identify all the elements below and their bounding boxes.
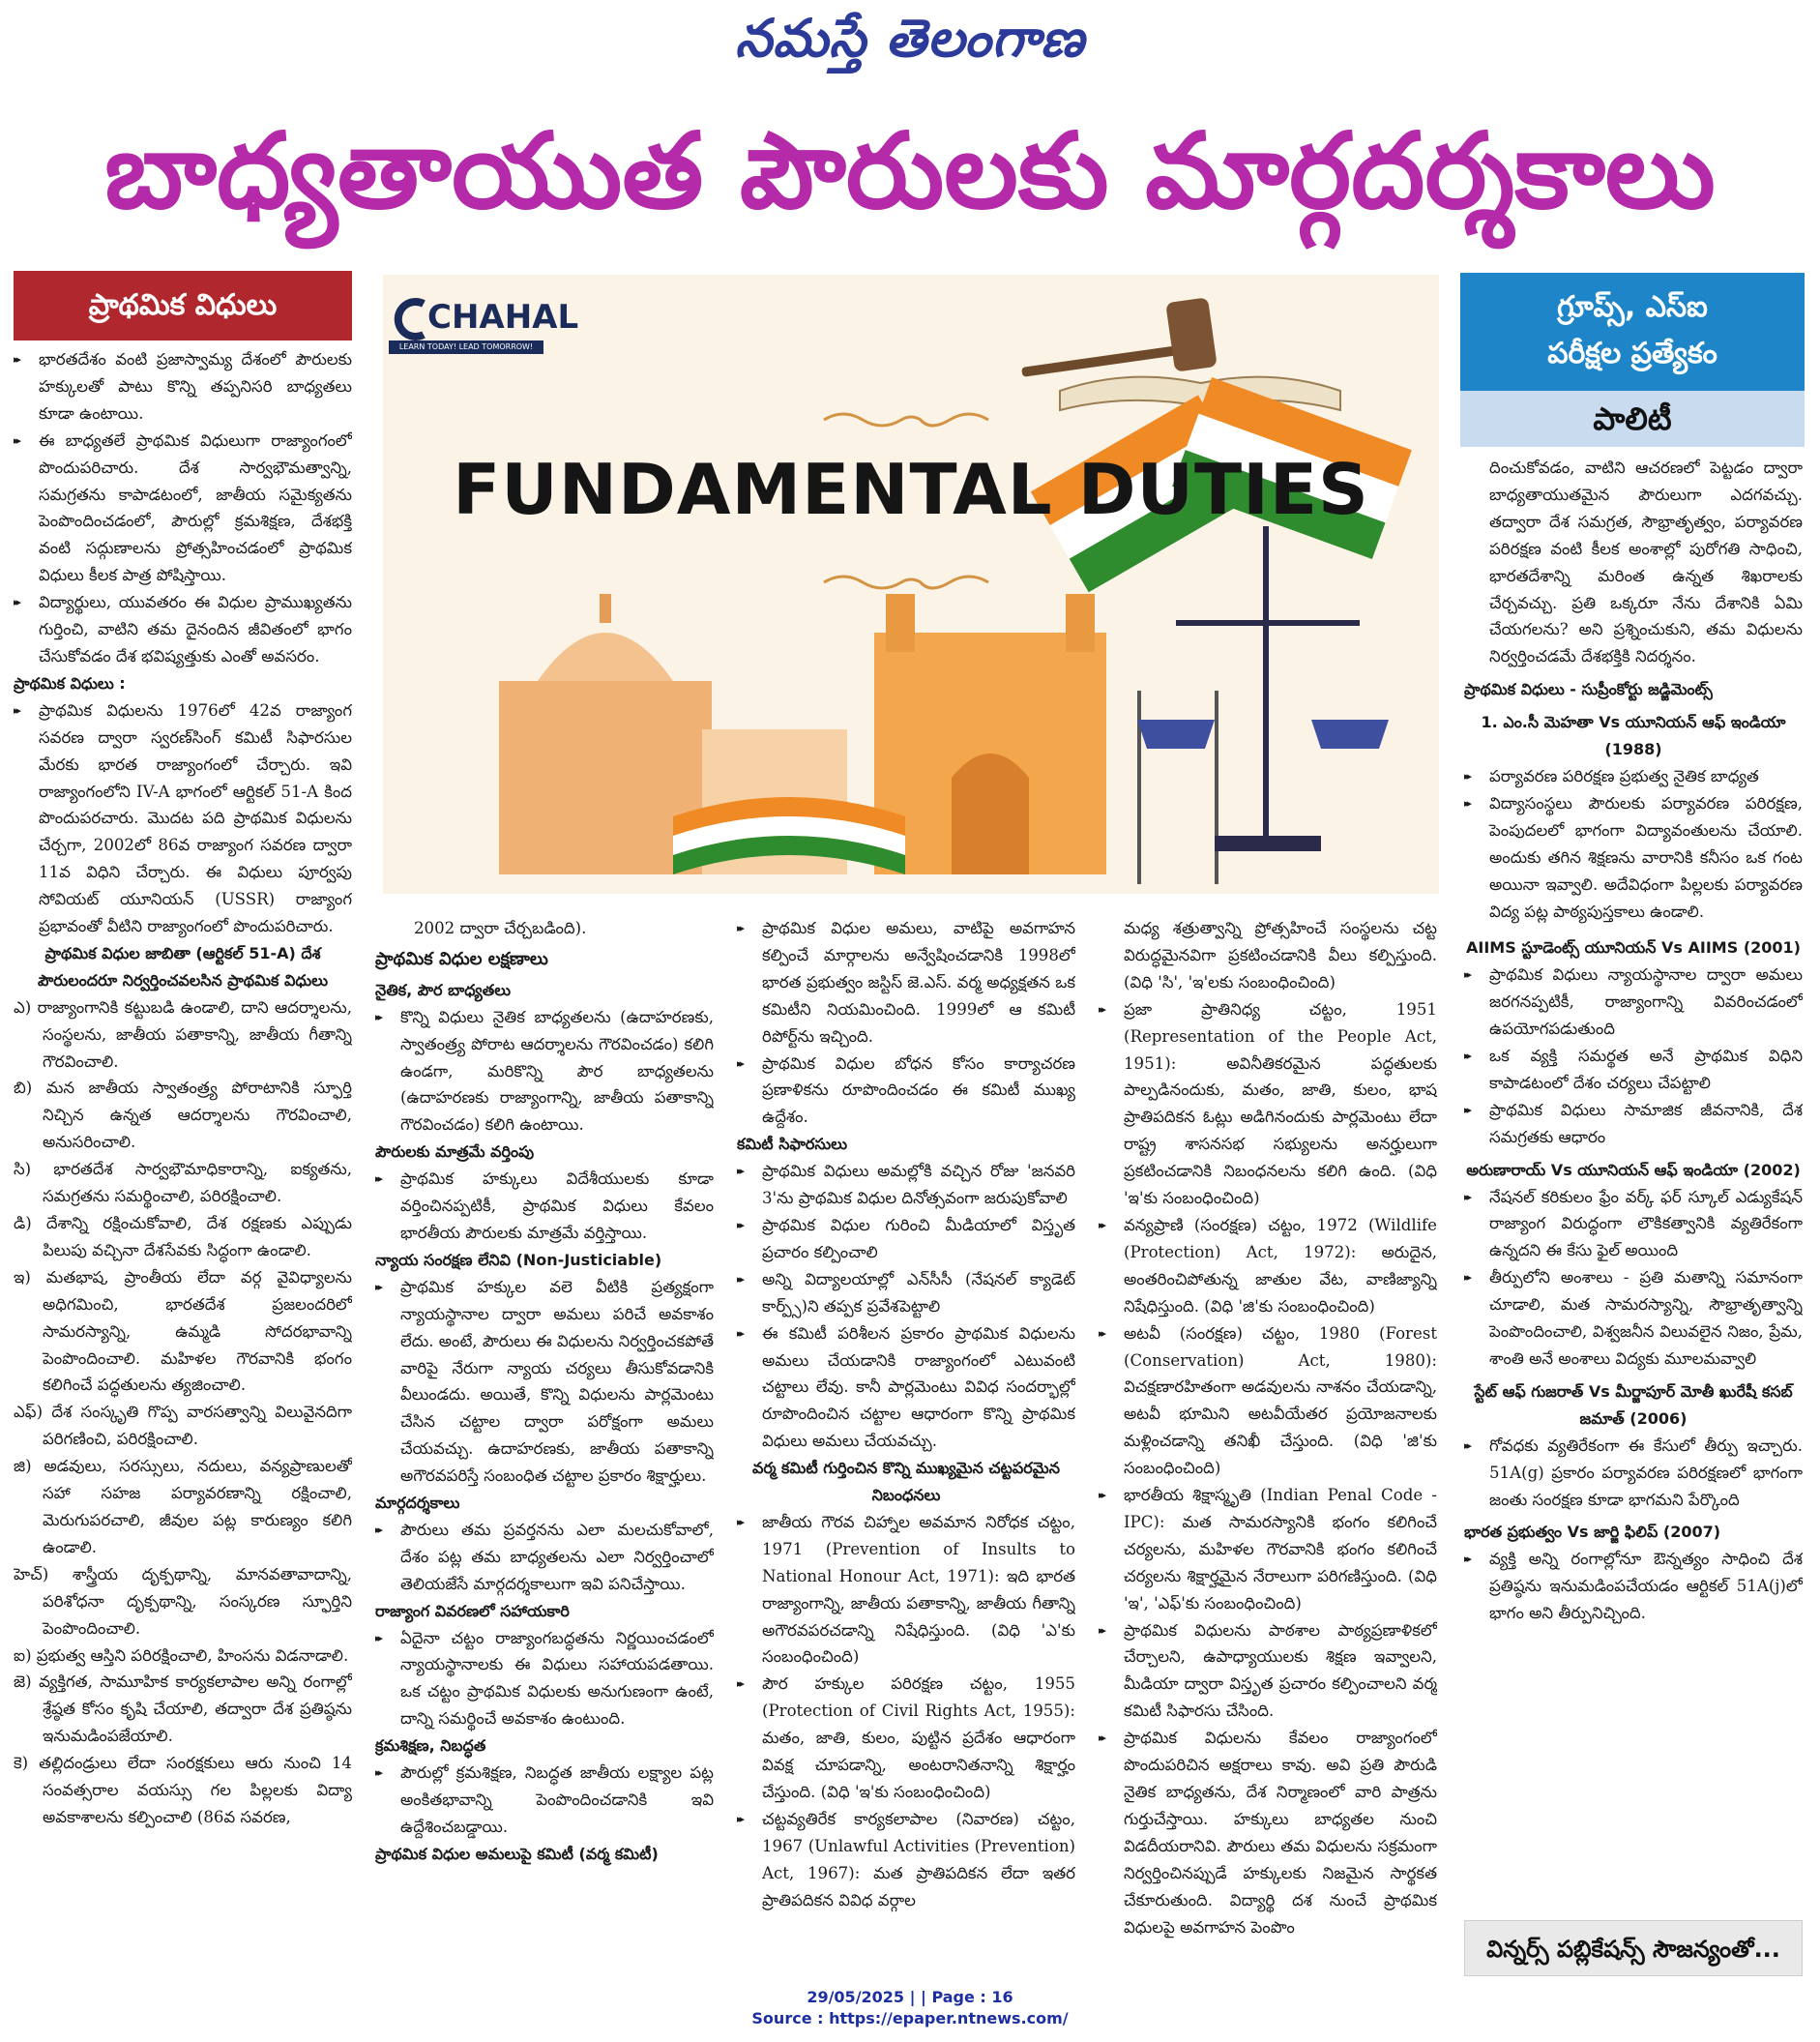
paragraph: ▸▸ ఈ బాధ్యతలే ప్రాథమిక విధులుగా రాజ్యాంగంలో పొందుపరిచారు. దేశ సార్వభౌమత్వాన్ని, సమగ్రతను కాపాడటంలో, జాతీయ సమైక్యతను పెంపొందించడంలో, పౌరుల్లో క్రమశిక్షణ, దేశభక్తి వంటి సద్గుణాలను ప్రోత్సహించడంలో ప్రాథమిక విధులు కీలక పాత్ర పోషిస్తాయి. bbox=[14, 428, 352, 589]
paragraph: ▸▸ ఒక వ్యక్తి సమర్థత అనే ప్రాథమిక విధిని కాపాడటంలో దేశం చర్యలు చేపట్టాలి bbox=[1464, 1043, 1803, 1097]
paragraph: ▸▸ ప్రాథమిక విధుల బోధన కోసం కార్యాచరణ ప్రణాళికను రూపొందించడం ఈ కమిటీ ముఖ్య ఉద్దేశం. bbox=[737, 1051, 1075, 1132]
article-column-5 bbox=[1464, 455, 1803, 1911]
paragraph: ▸▸ ఈ కమిటీ పరిశీలన ప్రకారం ప్రాథమిక విధులను అమలు చేయడానికి రాజ్యాంగంలో ఎటువంటి చట్టాలు లేవు. కానీ పార్లమెంటు వివిధ సందర్భాల్లో రూపొందించిన చట్టాల ఆధారంగా కొన్ని ప్రాథమిక విధులు అమలు చేయవచ్చు. bbox=[737, 1320, 1075, 1456]
paragraph: ▸▸ చట్టవ్యతిరేక కార్యకలాపాల (నివారణ) చట్టం, 1967 (Unlawful Activities (Prevention) Act, 1967): మత ప్రాతిపదికన లేదా ఇతర ప్రాతిపదికన వివిధ వర్గాల bbox=[737, 1806, 1075, 1914]
list-item: డి) దేశాన్ని రక్షించుకోవాలి, దేశ రక్షణకు ఎప్పుడు పిలుపు వచ్చినా దేశసేవకు సిద్ధంగా ఉండాలి. bbox=[14, 1214, 352, 1259]
list-item: జె) వ్యక్తిగత, సామూహిక కార్యకలాపాల అన్ని రంగాల్లో శ్రేష్ఠత కోసం కృషి చేయాలి, తద్వారా దేశ ప్రతిష్ఠను ఇనుమడింపజేయాలి. bbox=[14, 1672, 352, 1746]
paragraph: ▸▸ ప్రాథమిక విధులను కేవలం రాజ్యాంగంలో పొందుపరిచిన అక్షరాలు కావు. అవి ప్రతి పౌరుడి నైతిక బాధ్యతను, దేశ నిర్మాణంలో వారి పాత్రను గుర్తుచేస్తాయి. హక్కులు బాధ్యతల నుంచి విడదీయరానివి. పౌరులు తమ విధులను సక్రమంగా నిర్వర్తించినప్పుడే హక్కులకు నిజమైన సార్థకత చేకూరుతుంది. విద్యార్థి దశ నుంచే ప్రాథమిక విధులపై అవగాహన పెంపొం bbox=[1099, 1725, 1437, 1940]
case-title: అరుణారాయ్ Vs యూనియన్ ఆఫ్ ఇండియా (2002) bbox=[1466, 1160, 1801, 1179]
hero-title: FUNDAMENTAL DUTIES bbox=[453, 449, 1369, 530]
paragraph: ▸▸ వన్యప్రాణి (సంరక్షణ) చట్టం, 1972 (Wildlife (Protection) Act, 1972): అరుదైన, అంతరించిపోతున్న జాతుల వేట, వాణిజ్యాన్ని నిషేధిస్తుంది. (విధి 'జి'కు సంబంధించింది) bbox=[1099, 1212, 1437, 1320]
subheading: ప్రాథమిక విధులు - సుప్రీంకోర్టు జడ్జిమెంట్స్ bbox=[1464, 680, 1713, 699]
case-title: 1. ఎం.సీ మెహతా Vs యూనియన్ ఆఫ్ ఇండియా (1988) bbox=[1481, 713, 1786, 759]
logo-text: CHAHAL bbox=[427, 298, 579, 337]
paragraph: ▸▸ ప్రజా ప్రాతినిధ్య చట్టం, 1951 (Representation of the People Act, 1951): అవినీతికరమైన పద్ధతులకు పాల్పడినందుకు, మతం, జాతి, కులం, భాష ప్రాతిపదికన ఓట్లు అడిగినందుకు పార్లమెంటు లేదా రాష్ట్ర శాసనసభ సభ్యులను అనర్హులుగా ప్రకటించడానికి నిబంధనలను కలిగి ఉంది. (విధి 'ఇ'కు సంబంధించింది) bbox=[1099, 996, 1437, 1212]
subheading: ప్రాథమిక విధుల లక్షణాలు bbox=[375, 948, 548, 969]
subheading: మార్గదర్శకాలు bbox=[375, 1494, 460, 1513]
paragraph: 2002 ద్వారా చేర్చబడింది). bbox=[414, 919, 587, 937]
subheading: క్రమశిక్షణ, నిబద్ధత bbox=[375, 1736, 486, 1756]
list-item: హెచ్) శాస్త్రీయ దృక్పథాన్ని, మానవతావాదాన్ని, పరిశోధనా దృక్పథాన్ని, సంస్కరణ స్ఫూర్తిని పెంపొందించాలి. bbox=[14, 1564, 352, 1638]
subheading: ప్రాథమిక విధులు : bbox=[14, 673, 126, 693]
paragraph: ▸▸ విద్యార్థులు, యువతరం ఈ విధుల ప్రాముఖ్యతను గుర్తించి, వాటిని తమ దైనందిన జీవితంలో భాగం చేసుకోవడం దేశ భవిష్యత్తుకు ఎంతో అవసరం. bbox=[14, 589, 352, 670]
paragraph: ▸▸ ప్రాథమిక హక్కులు విదేశీయులకు కూడా వర్తించినప్పటికీ, ప్రాథమిక విధులు కేవలం భారతీయ పౌరులకు మాత్రమే వర్తిస్తాయి. bbox=[375, 1166, 714, 1247]
courtesy-note: విన్నర్స్ పబ్లికేషన్స్ సౌజన్యంతో... bbox=[1464, 1920, 1803, 1976]
section-banner-right bbox=[1460, 273, 1805, 391]
paragraph: ▸▸ వ్యక్తి అన్ని రంగాల్లోనూ ఔన్నత్యం సాధించి దేశ ప్రతిష్ఠను ఇనుమడింపచేయడం ఆర్టికల్ 51A(j)లో భాగం అని తీర్పునిచ్చింది. bbox=[1464, 1546, 1803, 1627]
page-footer bbox=[0, 1987, 1820, 2029]
paragraph: ▸▸ ప్రాథమిక విధులు న్యాయస్థానాల ద్వారా అమలు జరగనప్పటికీ, రాజ్యాంగాన్ని వివరించడంలో ఉపయోగపడుతుంది bbox=[1464, 962, 1803, 1043]
paragraph: ▸▸ జాతీయ గౌరవ చిహ్నాల అవమాన నిరోధక చట్టం, 1971 (Prevention of Insults to National Honour Act, 1971): ఇది భారత రాజ్యాంగాన్ని, జాతీయ పతాకాన్ని, జాతీయ గీతాన్ని అగౌరవపరచడాన్ని నిషేధిస్తుంది. (విధి 'ఎ'కు సంబంధించింది) bbox=[737, 1509, 1075, 1671]
paragraph: ▸▸ కొన్ని విధులు నైతిక బాధ్యతలను (ఉదాహరణకు, స్వాతంత్ర్య పోరాట ఆదర్శాలను గౌరవించడం) కలిగి ఉండగా, మరికొన్ని పౌర బాధ్యతలను (ఉదాహరణకు రాజ్యాంగాన్ని, జాతీయ పతాకాన్ని గౌరవించడం) కలిగి ఉంటాయి. bbox=[375, 1004, 714, 1139]
list-item: బి) మన జాతీయ స్వాతంత్ర్య పోరాటానికి స్ఫూర్తి నిచ్చిన ఉన్నత ఆదర్శాలను గౌరవించాలి, అనుసరించాలి. bbox=[14, 1079, 352, 1152]
subheading: నైతిక, పౌర బాధ్యతలు bbox=[375, 980, 512, 999]
case-title: స్టేట్ ఆఫ్ గుజరాత్ Vs మీర్జాపూర్ మోతీ ఖురేషీ కసబ్ జమాత్ (2006) bbox=[1474, 1381, 1793, 1428]
list-item: ఎ) రాజ్యాంగానికి కట్టుబడి ఉండాలి, దాని ఆదర్శాలను, సంస్థలను, జాతీయ పతాకాన్ని, జాతీయ గీతాన్ని గౌరవించాలి. bbox=[14, 997, 352, 1071]
page-headline: బాధ్యతాయుత పౌరులకు మార్గదర్శకాలు bbox=[104, 111, 1716, 232]
paragraph: ▸▸ పర్యావరణ పరిరక్షణ ప్రభుత్వ నైతిక బాధ్యత bbox=[1464, 763, 1803, 790]
paragraph: ▸▸ పౌరులు తమ ప్రవర్తనను ఎలా మలచుకోవాలో, దేశం పట్ల తమ బాధ్యతలను ఎలా నిర్వర్తించాలో తెలియజేసే మార్గదర్శకాలుగా ఇవి పనిచేస్తాయి. bbox=[375, 1517, 714, 1598]
subheading: ప్రాథమిక విధుల అమలుపై కమిటీ (వర్మ కమిటీ) bbox=[375, 1844, 659, 1863]
source-link[interactable]: Source : https://epaper.ntnews.com/ bbox=[751, 2009, 1069, 2027]
paragraph: ▸▸ గోవధకు వ్యతిరేకంగా ఈ కేసులో తీర్పు ఇచ్చారు. 51A(g) ప్రకారం పర్యావరణ పరిరక్షణలో భాగంగా జంతు సంరక్షణ కూడా భాగమని పేర్కొంది bbox=[1464, 1433, 1803, 1514]
banner-line-1: గ్రూప్స్, ఎస్ఐ bbox=[1557, 290, 1708, 324]
subject-label: పాలిటీ bbox=[1460, 391, 1805, 447]
subheading: పౌరులకు మాత్రమే వర్తింపు bbox=[375, 1142, 535, 1162]
subheading: ప్రాథమిక విధుల జాబితా (ఆర్టికల్ 51-A) దేశ పౌరులందరూ నిర్వర్తించవలసిన ప్రాథమిక విధులు bbox=[37, 943, 329, 990]
paragraph: ▸▸ ప్రాథమిక విధుల గురించి మీడియాలో విస్తృత ప్రచారం కల్పించాలి bbox=[737, 1212, 1075, 1266]
subheading: రాజ్యాంగ వివరణలో సహాయకారి bbox=[375, 1601, 570, 1620]
paragraph: ▸▸ ప్రాథమిక విధుల అమలు, వాటిపై అవగాహన కల్పించే మార్గాలను అన్వేషించడానికి 1998లో భారత ప్రభుత్వం జస్టిస్ జె.ఎస్. వర్మ అధ్యక్షతన ఒక కమిటీని నియమించింది. 1999లో ఆ కమిటీ రిపోర్ట్‌ను ఇచ్చింది. bbox=[737, 915, 1075, 1051]
case-title: AIIMS స్టూడెంట్స్ యూనియన్ Vs AIIMS (2001) bbox=[1466, 938, 1801, 958]
banner-line-2: పరీక్షల ప్రత్యేకం bbox=[1547, 337, 1717, 370]
list-item: జి) అడవులు, సరస్సులు, నదులు, వన్యప్రాణులతో సహా సహజ పర్యావరణాన్ని రక్షించాలి, మెరుగుపరచాలి, జీవుల పట్ల కారుణ్యం కలిగి ఉండాలి. bbox=[14, 1457, 352, 1556]
case-title: భారత ప్రభుత్వం Vs జార్జి ఫిలిప్ (2007) bbox=[1464, 1523, 1721, 1542]
date-page: 29/05/2025 | | Page : 16 bbox=[807, 1988, 1013, 2006]
masthead: నమస్తే తెలంగాణ bbox=[735, 8, 1085, 69]
subheading: న్యాయ సంరక్షణ లేనివి (Non-Justiciable) bbox=[375, 1250, 662, 1269]
list-item: కె) తల్లిదండ్రులు లేదా సంరక్షకులు ఆరు నుంచి 14 సంవత్సరాల వయస్సు గల పిల్లలకు విద్యా అవకాశాలను కల్పించాలి (86వ సవరణ, bbox=[14, 1754, 352, 1826]
article-column-4 bbox=[1099, 915, 1437, 1981]
paragraph: మధ్య శత్రుత్వాన్ని ప్రోత్సహించే సంస్థలను చట్ట విరుద్ధమైనవిగా ప్రకటించడానికి వీలు కల్పిస్తుంది. (విధి 'సి', 'ఇ'లకు సంబంధించింది) bbox=[1124, 919, 1437, 991]
paragraph: ▸▸ పౌర హక్కుల పరిరక్షణ చట్టం, 1955 (Protection of Civil Rights Act, 1955): మతం, జాతి, కులం, పుట్టిన ప్రదేశం ఆధారంగా వివక్ష చూపడాన్ని, అంటరానితనాన్ని శిక్షార్హం చేస్తుంది. (విధి 'ఇ'కు సంబంధించింది) bbox=[737, 1671, 1075, 1806]
paragraph: దించుకోవడం, వాటిని ఆచరణలో పెట్టడం ద్వారా బాధ్యతాయుతమైన పౌరులుగా ఎదగవచ్చు. తద్వారా దేశ సమగ్రత, సౌభ్రాతృత్వం, పర్యావరణ పరిరక్షణ వంటి కీలక అంశాల్లో పురోగతి సాధించి, భారతదేశాన్ని మరింత ఉన్నత శిఖరాలకు చేర్చవచ్చు. ప్రతి ఒక్కరూ నేను దేశానికి ఏమి చేయగలను? అని ప్రశ్నించుకుని, తమ విధులను నిర్వర్తించడమే దేశభక్తికి నిదర్శనం. bbox=[1489, 459, 1803, 666]
paragraph: ▸▸ నేషనల్ కరికులం ఫ్రేం వర్క్ ఫర్ స్కూల్ ఎడ్యుకేషన్ రాజ్యాంగ విరుద్ధంగా లౌకికత్వానికి వ్యతిరేకంగా ఉన్నదని ఈ కేసు ఫైల్ అయింది bbox=[1464, 1184, 1803, 1265]
hero-illustration bbox=[383, 275, 1439, 894]
article-column-1 bbox=[14, 346, 352, 1981]
paragraph: ▸▸ పౌరుల్లో క్రమశిక్షణ, నిబద్ధత జాతీయ లక్ష్యాల పట్ల అంకితభావాన్ని పెంపొందించడానికి ఇవి ఉద్దేశించబడ్డాయి. bbox=[375, 1760, 714, 1841]
article-column-3 bbox=[737, 915, 1075, 1981]
paragraph: ▸▸ అటవీ (సంరక్షణ) చట్టం, 1980 (Forest (Conservation) Act, 1980): విచక్షణారహితంగా అడవులను నాశనం చేయడాన్ని, అటవీ భూమిని అటవీయేతర ప్రయోజనాలకు మళ్లించడాన్ని తనిఖీ చేస్తుంది. (విధి 'జి'కు సంబంధించింది) bbox=[1099, 1320, 1437, 1482]
paragraph: ▸▸ ప్రాథమిక విధులు అమల్లోకి వచ్చిన రోజు 'జనవరి 3'ను ప్రాథమిక విధుల దినోత్సవంగా జరుపుకోవాలి bbox=[737, 1158, 1075, 1212]
section-banner-left: ప్రాథమిక విధులు bbox=[14, 271, 352, 340]
paragraph: ▸▸ ప్రాథమిక విధులను పాఠశాల పాఠ్యప్రణాళికలో చేర్చాలని, ఉపాధ్యాయులకు శిక్షణ ఇవ్వాలని, మీడియా ద్వారా విస్తృత ప్రచారం కల్పించాలని వర్మ కమిటీ సిఫారసు చేసింది. bbox=[1099, 1617, 1437, 1726]
paragraph: ▸▸ ప్రాథమిక హక్కుల వలె వీటికి ప్రత్యక్షంగా న్యాయస్థానాల ద్వారా అమలు పరిచే అవకాశం లేదు. అంటే, పౌరులు ఈ విధులను నిర్వర్తించకపోతే వారిపై నేరుగా న్యాయ చర్యలు తీసుకోవడానికి వీలుండదు. అయితే, కొన్ని విధులను పార్లమెంటు చేసిన చట్టాల ద్వారా పరోక్షంగా అమలు చేయవచ్చు. ఉదాహరణకు, జాతీయ పతాకాన్ని అగౌరవపరిస్తే సంబంధిత చట్టాల ప్రకారం శిక్షార్హులు. bbox=[375, 1274, 714, 1490]
list-item: ఇ) మతభాష, ప్రాంతీయ లేదా వర్గ వైవిధ్యాలను అధిగమించి, భారతదేశ ప్రజలందరిలో సామరస్యాన్ని, ఉమ్మడి సోదరభావాన్ని పెంపొందించాలి. మహిళల గౌరవానికి భంగం కలిగించే పద్ధతులను త్యజించాలి. bbox=[14, 1267, 352, 1395]
subheading: వర్మ కమిటీ గుర్తించిన కొన్ని ముఖ్యమైన చట్టపరమైన నిబంధనలు bbox=[752, 1459, 1060, 1505]
paragraph: ▸▸ తీర్పులోని అంశాలు - ప్రతి మతాన్ని సమానంగా చూడాలి, మత సామరస్యాన్ని, సౌభ్రాతృత్వాన్ని పెంపొందించాలి, విశ్వజనీన విలువలైన నిజం, ప్రేమ, శాంతి అనే అంశాలు విద్యకు మూలమవ్వాలి bbox=[1464, 1264, 1803, 1373]
list-item: ఎఫ్) దేశ సంస్కృతి గొప్ప వారసత్వాన్ని విలువైనదిగా పరిగణించి, పరిరక్షించాలి. bbox=[14, 1403, 352, 1449]
paragraph: ▸▸ ప్రాథమిక విధులు సామాజిక జీవనానికి, దేశ సమగ్రతకు ఆధారం bbox=[1464, 1097, 1803, 1151]
subheading: కమిటీ సిఫారసులు bbox=[737, 1135, 848, 1154]
paragraph: ▸▸ భారతదేశం వంటి ప్రజాస్వామ్య దేశంలో పౌరులకు హక్కులతో పాటు కొన్ని తప్పనిసరి బాధ్యతలు కూడా ఉంటాయి. bbox=[14, 346, 352, 428]
paragraph: ▸▸ ప్రాథమిక విధులను 1976లో 42వ రాజ్యాంగ సవరణ ద్వారా స్వరణ్‌సింగ్ కమిటీ సిఫారసుల మేరకు భారత రాజ్యాంగంలో చేర్చారు. ఇవి రాజ్యాంగంలోని IV-A భాగంలో ఆర్టికల్ 51-A కింద పొందుపరచారు. మొదట పది ప్రాథమిక విధులను చేర్చగా, 2002లో 86వ రాజ్యాంగ సవరణ ద్వారా 11వ విధిని చేర్చారు. ఈ విధులు పూర్వపు సోవియట్ యూనియన్ (USSR) రాజ్యాంగ ప్రభావంతో వీటిని రాజ్యాంగంలో పొందుపరిచారు. bbox=[14, 697, 352, 940]
paragraph: ▸▸ అన్ని విద్యాలయాల్లో ఎన్‌సీసీ (నేషనల్ క్యాడెట్ కార్ప్స్)ని తప్పక ప్రవేశపెట్టాలి bbox=[737, 1266, 1075, 1320]
paragraph: ▸▸ భారతీయ శిక్షాస్మృతి (Indian Penal Code - IPC): మత సామరస్యానికి భంగం కలిగించే చర్యలను, మహిళల గౌరవానికి భంగం కలిగించే చర్యలను శిక్షార్హమైన నేరాలుగా పరిగణిస్తుంది. (విధి 'ఇ', 'ఎఫ్'కు సంబంధించింది) bbox=[1099, 1482, 1437, 1617]
paragraph: ▸▸ విద్యాసంస్థలు పౌరులకు పర్యావరణ పరిరక్షణ, పెంపుదలలో భాగంగా విద్యావంతులను చేయాలి. అందుకు తగిన శిక్షణను వారానికి కనీసం ఒక గంట అయినా ఇవ్వాలి. అదేవిధంగా పిల్లలకు పర్యావరణ విద్య పట్ల పాఠ్యపుస్తకాలు ఉండాలి. bbox=[1464, 790, 1803, 926]
logo-tagline: LEARN TODAY! LEAD TOMORROW! bbox=[389, 340, 543, 354]
list-item: ఐ) ప్రభుత్వ ఆస్తిని పరిరక్షించాలి, హింసను విడనాడాలి. bbox=[14, 1645, 349, 1665]
article-column-2 bbox=[375, 915, 714, 1981]
paragraph: ▸▸ ఏదైనా చట్టం రాజ్యాంగబద్ధతను నిర్ణయించడంలో న్యాయస్థానాలకు ఈ విధులు సహాయపడతాయి. ఒక చట్టం ప్రాథమిక విధులకు అనుగుణంగా ఉంటే, దాన్ని సమర్థించే అవకాశం ఉంటుంది. bbox=[375, 1625, 714, 1733]
list-item: సి) భారతదేశ సార్వభౌమాధికారాన్ని, ఐక్యతను, సమగ్రతను సమర్థించాలి, పరిరక్షించాలి. bbox=[14, 1160, 352, 1206]
hero-artwork bbox=[383, 275, 1439, 894]
